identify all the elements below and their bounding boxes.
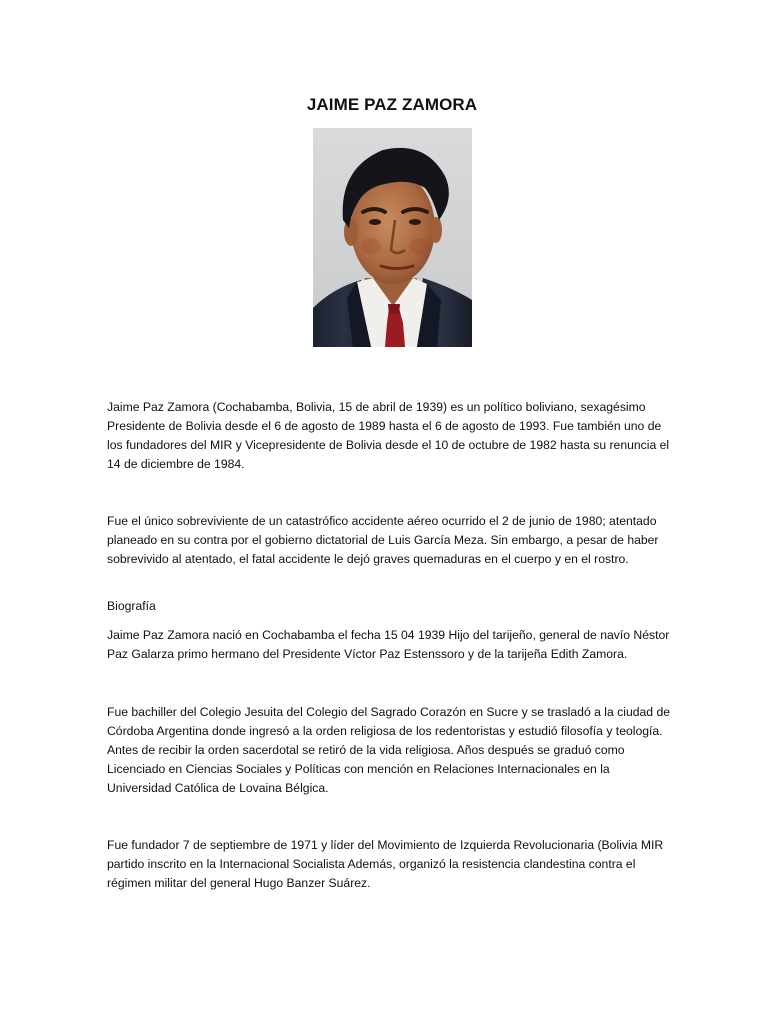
- portrait-photo: [313, 128, 472, 347]
- intro-paragraph: Jaime Paz Zamora (Cochabamba, Bolivia, 15 de abril de 1939) es un político boliviano, sexagésimo Presidente de Bolivia desde el 6 de agosto de 1989 hasta el 6 de agosto de 1993. Fue también uno de los fundadores del MIR y Vicepresidente de Bolivia desde el 10 de octubre de 1982 hasta su renuncia el 14 de diciembre de 1984.: [107, 400, 670, 471]
- education-paragraph: Fue bachiller del Colegio Jesuita del Colegio del Sagrado Corazón en Sucre y se trasladó a la ciudad de Córdoba Argentina donde ingresó a la orden religiosa de los redentoristas y estudió filosofía y teología. Antes de recibir la orden sacerdotal se retiró de la vida religiosa. Años después se graduó como Licenciado en Ciencias Sociales y Políticas con mención en Relaciones Internacionales en la Universidad Católica de Lovaina Bélgica.: [107, 705, 670, 795]
- biography-heading: Biografía: [107, 599, 156, 613]
- accident-paragraph: Fue el único sobreviviente de un catastrófico accidente aéreo ocurrido el 2 de junio de 1980; atentado planeado en su contra por el gobierno dictatorial de Luis García Meza. Sin embargo, a pesar de haber sobrevivido al atentado, el fatal accidente le dejó graves quemaduras en el cuerpo y en el rostro.: [107, 514, 659, 566]
- page-title: JAIME PAZ ZAMORA: [306, 95, 478, 114]
- birth-paragraph: Jaime Paz Zamora nació en Cochabamba el fecha 15 04 1939 Hijo del tarijeño, general de navío Néstor Paz Galarza primo hermano del Presidente Víctor Paz Estenssoro y de la tarijeña Edith Zamora.: [107, 628, 670, 661]
- mir-paragraph: Fue fundador 7 de septiembre de 1971 y líder del Movimiento de Izquierda Revolucionaria (Bolivia MIR partido inscrito en la Internacional Socialista Además, organizó la resistencia clandestina contra el régimen militar del general Hugo Banzer Suárez.: [107, 838, 664, 890]
